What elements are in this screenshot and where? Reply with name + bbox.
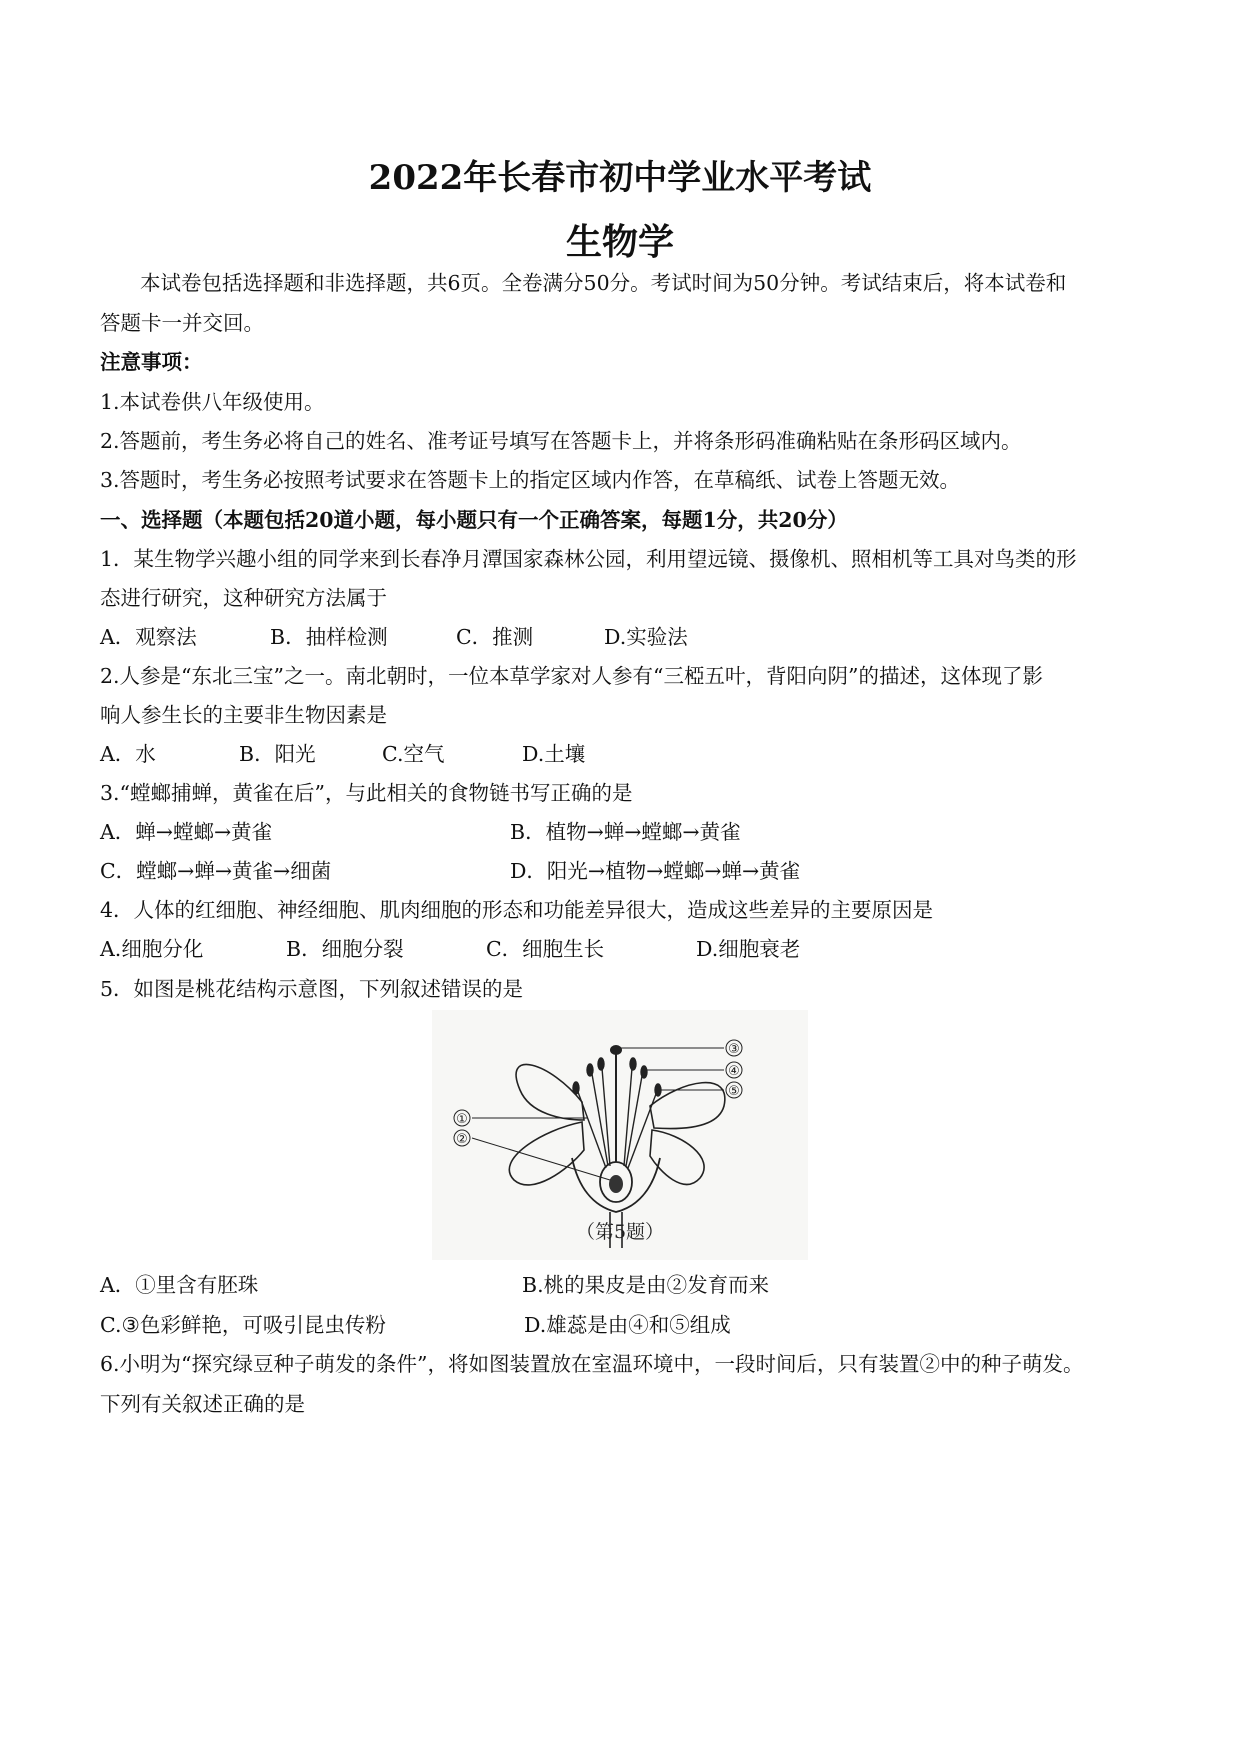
label-2: ② [456,1132,468,1147]
note-item-1: 1.本试卷供八年级使用。 [100,390,325,414]
q5-stem: 5．如图是桃花结构示意图，下列叙述错误的是 [100,977,524,1001]
q2-option-c: C.空气 [382,742,445,766]
q2-option-a: A．水 [100,742,156,766]
q1-option-b: B．抽样检测 [270,625,388,649]
subject-title: 生物学 [565,221,674,263]
exam-title: 2022年长春市初中学业水平考试 [368,158,872,198]
q5-option-a: A．①里含有胚珠 [100,1273,259,1297]
label-3: ③ [728,1042,740,1057]
q2-stem-line-1: 2.人参是“东北三宝”之一。南北朝时，一位本草学家对人参有“三椏五叶，背阳向阴”的描述，这体现了影 [100,664,1043,688]
q4-stem: 4．人体的红细胞、神经细胞、肌肉细胞的形态和功能差异很大，造成这些差异的主要原因是 [100,898,934,922]
q3-stem: 3.“螳螂捕蝉，黄雀在后”，与此相关的食物链书写正确的是 [100,781,633,805]
q5-option-d: D.雄蕊是由④和⑤组成 [524,1313,731,1337]
ovule [609,1175,623,1193]
q1-option-d: D.实验法 [604,625,688,649]
intro-line-2: 答题卡一并交回。 [100,311,264,335]
q3-option-c: C．螳螂→蝉→黄雀→细菌 [100,859,332,883]
q4-option-b: B．细胞分裂 [286,937,404,961]
q6-stem-line-2: 下列有关叙述正确的是 [100,1392,305,1416]
peach-flower-figure [432,1010,808,1260]
q5-option-b: B.桃的果皮是由②发育而来 [522,1273,770,1297]
q3-option-a: A．蝉→螳螂→黄雀 [100,820,273,844]
label-1: ① [456,1112,468,1127]
q5-option-c: C.③色彩鲜艳，可吸引昆虫传粉 [100,1313,386,1337]
section-heading: 一、选择题（本题包括20道小题，每小题只有一个正确答案，每题1分，共20分） [100,508,848,532]
q3-option-b: B．植物→蝉→螳螂→黄雀 [510,820,741,844]
label-4: ④ [728,1064,740,1079]
q1-stem-line-2: 态进行研究，这种研究方法属于 [100,586,387,610]
label-5: ⑤ [728,1084,740,1099]
stigma [610,1045,622,1055]
q2-option-b: B．阳光 [239,742,316,766]
q1-option-c: C．推测 [456,625,534,649]
note-item-2: 2.答题前，考生务必将自己的姓名、准考证号填写在答题卡上，并将条形码准确粘贴在条形码区域内。 [100,429,1022,453]
notes-heading: 注意事项： [100,350,203,374]
q3-option-d: D．阳光→植物→螳螂→蝉→黄雀 [510,859,801,883]
q6-stem-line-1: 6.小明为“探究绿豆种子萌发的条件”，将如图装置放在室温环境中，一段时间后，只有装置②中的种子萌发。 [100,1352,1084,1376]
q4-option-d: D.细胞衰老 [696,937,801,961]
q1-option-a: A．观察法 [100,625,197,649]
note-item-3: 3.答题时，考生务必按照考试要求在答题卡上的指定区域内作答，在草稿纸、试卷上答题无效。 [100,468,961,492]
q1-stem-line-1: 1．某生物学兴趣小组的同学来到长春净月潭国家森林公园，利用望远镜、摄像机、照相机等工具对鸟类的形 [100,547,1077,571]
figure-caption: （第5题） [575,1221,665,1243]
intro-line-1: 本试卷包括选择题和非选择题，共6页。全卷满分50分。考试时间为50分钟。考试结束后，将本试卷和 [140,271,1067,295]
q4-option-a: A.细胞分化 [100,937,204,961]
q2-stem-line-2: 响人参生长的主要非生物因素是 [100,703,387,727]
q4-option-c: C．细胞生长 [486,937,605,961]
q2-option-d: D.土壤 [522,742,586,766]
